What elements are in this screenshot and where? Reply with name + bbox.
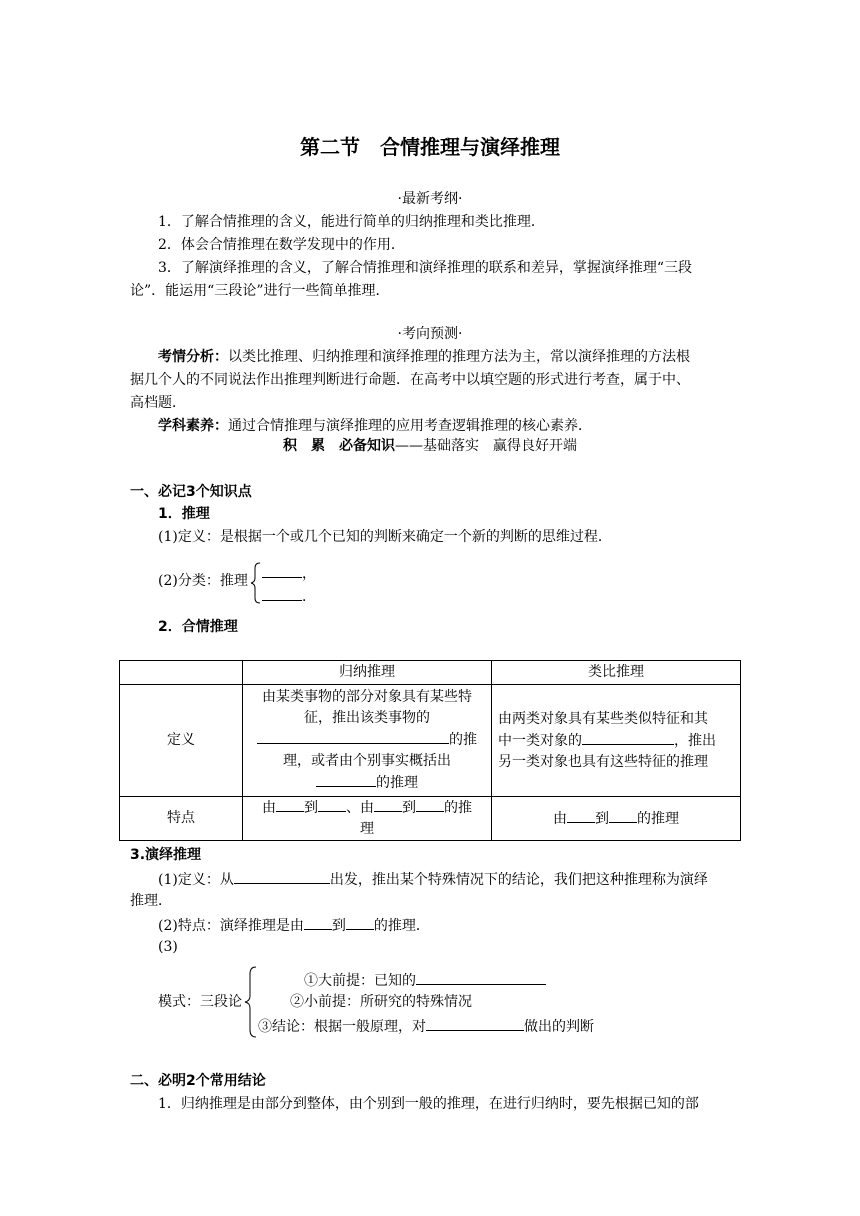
it-to-1: 到 (304, 800, 318, 816)
table-header-induction: 归纳推理 (243, 661, 492, 685)
induction-trait-line-1 (249, 797, 485, 819)
it-blank-1[interactable] (276, 797, 304, 812)
sm-text: ①大前提：已知的 (304, 973, 416, 989)
induction-blank-2[interactable] (316, 772, 376, 787)
analogy-def-line-3: 另一类对象也具有这些特征的推理 (498, 753, 708, 770)
section2-line-1: 1．归纳推理是由部分到整体，由个别到一般的推理，在进行归纳时，要先根据已知的部 (158, 1096, 699, 1112)
kaogang-heading: ·最新考纲· (397, 191, 463, 207)
plausible-reasoning-table (119, 660, 741, 841)
deductive-definition (158, 869, 708, 889)
dd-b: 出发，推出某个特殊情况下的结论，我们把这种推理称为演绎 (329, 872, 708, 888)
classification-label: (2)分类：推理 (158, 573, 248, 589)
it-to-2: 到 (402, 800, 416, 816)
analogy-definition (492, 685, 741, 797)
classification-brace-icon (250, 562, 262, 604)
at-blank-2[interactable] (609, 808, 637, 823)
analogy-blank[interactable] (582, 730, 674, 745)
induction-def-line-3 (249, 729, 485, 751)
induction-def-line-1: 由某类事物的部分对象具有某些特 (262, 689, 472, 705)
at-blank-1[interactable] (567, 808, 595, 823)
analogy-def-line-2 (498, 730, 734, 752)
analogy-def-pre: 中一类对象的 (498, 732, 582, 749)
kaogang-item-3-cont: 论”．能运用“三段论”进行一些简单推理． (130, 283, 390, 299)
classification-blank-1[interactable] (262, 563, 302, 578)
analysis-line-2: 据几个人的不同说法作出推理判断进行命题．在高考中以填空题的形式进行考查，属于中、 (130, 372, 690, 388)
syllogism-major (304, 970, 546, 990)
analysis-line-3: 高档题． (130, 395, 186, 411)
sc-b: 做出的判断 (524, 1019, 594, 1035)
kaogang-item-1: 1．了解合情推理的含义，能进行简单的归纳推理和类比推理． (158, 214, 545, 230)
it-blank-4[interactable] (416, 797, 444, 812)
banner-sub: ——基础落实 赢得良好开端 (395, 438, 577, 454)
section1-heading: 一、必记3个知识点 (130, 484, 252, 500)
dt-c: 的推理． (373, 918, 430, 934)
classification-blank-2[interactable] (262, 586, 302, 601)
syllogism-minor: ②小前提：所研究的特殊情况 (290, 994, 472, 1010)
analysis-text-1: 以类比推理、归纳推理和演绎推理的推理方法为主，常以演绎推理的方法根 (228, 349, 690, 365)
kaoxiang-heading: ·考向预测· (397, 326, 463, 342)
sc-a: ③结论：根据一般原理，对 (258, 1019, 426, 1035)
induction-def-line-5 (249, 772, 485, 794)
syllogism-label: 模式：三段论 (158, 994, 242, 1010)
plausible-reasoning-heading: 2．合情推理 (158, 619, 238, 635)
deductive-item-3: (3) (158, 939, 178, 955)
reasoning-heading: 1．推理 (158, 506, 210, 522)
syllogism-blank-2[interactable] (426, 1016, 524, 1031)
section2-heading: 二、必明2个常用结论 (130, 1073, 266, 1089)
at-from: 由 (553, 810, 567, 827)
induction-def-tail: 的推 (449, 732, 477, 748)
syllogism-brace-icon (244, 966, 258, 1038)
page-title: 第二节 合情推理与演绎推理 (300, 135, 560, 159)
analysis-label: 考情分析： (158, 349, 228, 365)
induction-definition (243, 685, 492, 797)
induction-def-end: 的推理 (376, 775, 418, 791)
it-blank-3[interactable] (374, 797, 402, 812)
syllogism-conclusion (258, 1016, 594, 1036)
reasoning-definition: (1)定义：是根据一个或几个已知的判断来确定一个新的判断的思维过程． (158, 529, 612, 545)
analogy-def-post: ，推出 (674, 732, 716, 749)
induction-trait (243, 797, 492, 841)
deductive-blank-1[interactable] (234, 869, 330, 884)
induction-def-line-2: 征，推出该类事物的 (304, 710, 430, 726)
analysis-line-1 (158, 348, 690, 366)
literacy-label: 学科素养： (158, 418, 228, 434)
deductive-heading: 3.演绎推理 (130, 847, 202, 863)
row-label-definition: 定义 (120, 685, 243, 797)
deductive-definition-cont: 推理． (130, 893, 172, 909)
classification-end-1: ， (302, 566, 316, 582)
deductive-trait (158, 915, 430, 935)
row-label-trait: 特点 (120, 797, 243, 841)
it-from-1: 由 (262, 800, 276, 816)
analogy-def-line-1: 由两类对象具有某些类似特征和其 (498, 710, 708, 727)
induction-blank-1[interactable] (257, 729, 449, 744)
at-to: 到 (595, 810, 609, 827)
it-from-2: 、由 (346, 800, 374, 816)
literacy-text: 通过合情推理与演绎推理的应用考查逻辑推理的核心素养． (228, 418, 592, 434)
dt-b: 到 (331, 918, 346, 934)
classification-row-1 (262, 563, 316, 583)
induction-trait-line-2: 理 (360, 821, 374, 837)
induction-def-line-4: 理，或者由个别事实概括出 (283, 753, 451, 769)
banner (0, 437, 860, 455)
analogy-trait (492, 797, 741, 841)
kaogang-item-2: 2．体会合情推理在数学发现中的作用． (158, 237, 405, 253)
dd-a: (1)定义：从 (158, 872, 234, 888)
it-blank-2[interactable] (318, 797, 346, 812)
deductive-blank-2[interactable] (304, 915, 332, 930)
literacy-line (158, 417, 592, 435)
kaogang-item-3: 3．了解演绎推理的含义，了解合情推理和演绎推理的联系和差异，掌握演绎推理“三段 (158, 260, 693, 276)
table-header-empty (120, 661, 243, 685)
classification-end-2: ． (302, 589, 316, 605)
syllogism-blank-1[interactable] (416, 970, 546, 985)
banner-main: 积 累 必备知识 (283, 438, 395, 454)
table-header-analogy: 类比推理 (492, 661, 741, 685)
classification-row-2 (262, 586, 316, 606)
at-end: 的推理 (637, 810, 679, 827)
dt-a: (2)特点：演绎推理是由 (158, 918, 304, 934)
it-tail: 的推 (444, 800, 472, 816)
deductive-blank-3[interactable] (346, 915, 374, 930)
